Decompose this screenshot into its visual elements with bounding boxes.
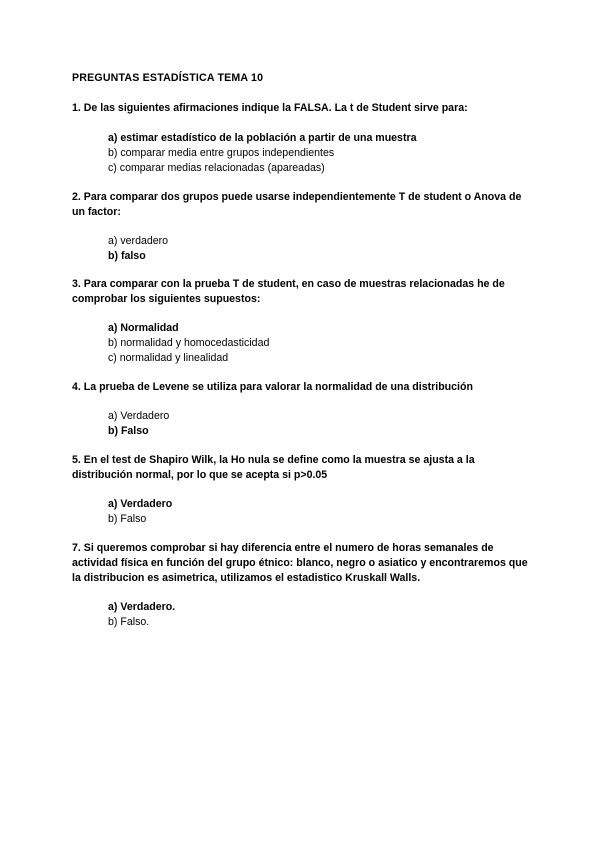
question-5: 5. En el test de Shapiro Wilk, la Ho nula se define como la muestra se ajusta a la distribución normal, por lo que se acepta si p>0.05 bbox=[72, 454, 475, 481]
option-4a: a) Verdadero bbox=[108, 410, 170, 422]
option-1b: b) comparar media entre grupos independientes bbox=[108, 147, 335, 159]
options-question-5 bbox=[108, 497, 172, 527]
question-3: 3. Para comparar con la prueba T de student, en caso de muestras relacionadas he de comprobar los siguientes supuestos: bbox=[72, 278, 505, 305]
option-3c: c) normalidad y linealidad bbox=[108, 352, 229, 364]
question-1: 1. De las siguientes afirmaciones indique la FALSA. La t de Student sirve para: bbox=[72, 102, 468, 114]
option-5a: a) Verdadero bbox=[108, 498, 173, 510]
option-7a: a) Verdadero. bbox=[108, 601, 176, 613]
option-2a: a) verdadero bbox=[108, 235, 169, 247]
options-question-3 bbox=[108, 321, 269, 366]
options-question-1 bbox=[108, 131, 417, 176]
option-1a: a) estimar estadístico de la población a partir de una muestra bbox=[108, 132, 417, 144]
option-1c: c) comparar medias relacionadas (apareadas) bbox=[108, 162, 325, 174]
options-question-7 bbox=[108, 600, 175, 630]
options-question-4 bbox=[108, 409, 169, 439]
option-3a: a) Normalidad bbox=[108, 322, 179, 334]
question-4: 4. La prueba de Levene se utiliza para valorar la normalidad de una distribución bbox=[72, 381, 473, 393]
option-3b: b) normalidad y homocedasticidad bbox=[108, 337, 270, 349]
question-7: 7. Si queremos comprobar si hay diferencia entre el numero de horas semanales de actividad física en función del grupo étnico: blanco, negro o asiatico y encontraremos que la distribucion es asimetrica, utilizamos el estadistico Kruskall Walls. bbox=[72, 542, 528, 584]
document-title: PREGUNTAS ESTADÍSTICA TEMA 10 bbox=[72, 72, 264, 84]
option-7b: b) Falso. bbox=[108, 616, 150, 628]
question-2: 2. Para comparar dos grupos puede usarse independientemente T de student o Anova de un factor: bbox=[72, 191, 522, 218]
option-2b: b) falso bbox=[108, 250, 146, 262]
options-question-2 bbox=[108, 234, 168, 264]
option-4b: b) Falso bbox=[108, 425, 149, 437]
option-5b: b) Falso bbox=[108, 513, 147, 525]
